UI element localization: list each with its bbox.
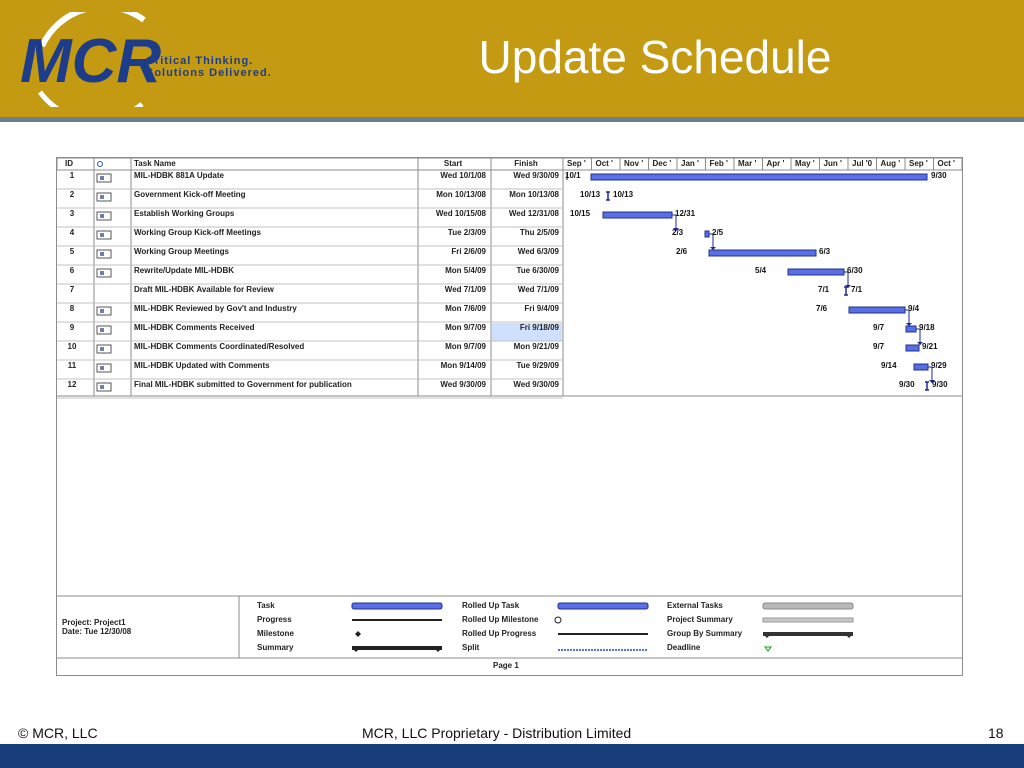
task-name: Draft MIL-HDBK Available for Review [134,285,274,294]
bar-end-label: 9/21 [922,342,938,351]
task-finish: Tue 9/29/09 [516,361,559,370]
header-rule [0,117,1024,122]
task-finish: Mon 10/13/08 [509,190,559,199]
task-finish: Mon 9/21/09 [513,342,559,351]
task-bar [788,269,844,275]
summary-bar [591,174,927,180]
task-name: MIL-HDBK Comments Received [134,323,255,332]
logo-mark: MCR [20,27,162,96]
task-id: 10 [67,342,77,351]
task-bar [906,326,916,332]
legend-split: Split [462,643,480,652]
footer-copyright: © MCR, LLC [18,725,98,741]
task-start: Wed 10/1/08 [440,171,486,180]
legend-rolled-up-progress: Rolled Up Progress [462,629,537,638]
month-label: Aug ' [880,159,901,168]
task-bar [914,364,928,370]
month-label: May ' [795,159,815,168]
month-label: Jan ' [681,159,699,168]
bar-end-label: 7/1 [851,285,863,294]
task-id: 1 [69,171,75,180]
bar-end-label: 6/30 [847,266,863,275]
legend-group-by-summary: Group By Summary [667,629,743,638]
task-id: 2 [69,190,75,199]
legend-project-summary: Project Summary [667,615,733,624]
task-finish: Tue 6/30/09 [516,266,559,275]
task-id: 6 [69,266,75,275]
bar-start-label: 2/6 [676,247,688,256]
page-title: Update Schedule [478,31,832,83]
notes-icon-detail [100,233,104,237]
notes-icon-detail [100,385,104,389]
month-label: Oct ' [937,159,955,168]
task-id: 9 [69,323,75,332]
notes-icon-detail [100,176,104,180]
task-start: Wed 10/15/08 [435,209,486,218]
bar-end-label: 9/29 [931,361,947,370]
legend-swatch [352,646,442,650]
legend-swatch [352,603,442,609]
task-finish: Wed 12/31/08 [508,209,559,218]
task-bar [849,307,905,313]
legend-swatch [763,618,853,622]
month-label: Sep ' [567,159,586,168]
task-name: MIL-HDBK Comments Coordinated/Resolved [134,342,305,351]
task-finish: Thu 2/5/09 [519,228,559,237]
bar-end-label: 10/13 [613,190,634,199]
logo-tagline-1: Critical Thinking. [146,55,254,67]
task-start: Wed 9/30/09 [440,380,486,389]
month-label: Apr ' [766,159,785,168]
bar-start-label: 7/6 [816,304,828,313]
task-finish: Wed 6/3/09 [517,247,559,256]
legend-swatch [763,603,853,609]
task-name: MIL-HDBK Reviewed by Gov't and Industry [134,304,297,313]
legend-summary: Summary [257,643,294,652]
footer-notice: MCR, LLC Proprietary - Distribution Limited [362,725,632,741]
task-bar [603,212,672,218]
legend-external-tasks: External Tasks [667,601,723,610]
bar-start-label: 9/7 [873,323,885,332]
legend-swatch [558,603,648,609]
bottom-band [0,744,1024,768]
month-label: Jun ' [823,159,842,168]
legend-swatch [352,619,442,621]
task-start: Fri 2/6/09 [451,247,486,256]
task-start: Mon 9/7/09 [445,323,486,332]
bar-start-label: 10/15 [570,209,591,218]
month-label: Oct ' [595,159,613,168]
notes-icon-detail [100,366,104,370]
project-date: Date: Tue 12/30/08 [62,627,132,636]
bar-start-label: 7/1 [818,285,830,294]
task-start: Wed 7/1/09 [444,285,486,294]
page-label: Page 1 [493,661,519,670]
logo-tagline-2: Solutions Delivered. [146,67,272,79]
notes-icon-detail [100,309,104,313]
task-bar [705,231,709,237]
task-name: Final MIL-HDBK submitted to Government for publication [134,380,352,389]
task-name: Government Kick-off Meeting [134,190,246,199]
task-name: Rewrite/Update MIL-HDBK [134,266,235,275]
column-header-finish: Finish [514,159,538,168]
footer-page-number: 18 [988,725,1004,741]
legend-task: Task [257,601,275,610]
task-start: Mon 5/4/09 [445,266,486,275]
legend-swatch [558,633,648,635]
deadline-icon [765,647,771,651]
bar-start-label: 9/14 [881,361,897,370]
legend-swatch [355,631,361,637]
month-label: Jul '0 [852,159,873,168]
bar-start-label: 5/4 [755,266,767,275]
task-name: MIL-HDBK 881A Update [134,171,224,180]
notes-icon-detail [100,195,104,199]
task-finish: Wed 7/1/09 [517,285,559,294]
task-name: Working Group Kick-off Meetings [134,228,261,237]
month-label: Nov ' [624,159,644,168]
task-name: Establish Working Groups [134,209,235,218]
notes-icon-detail [100,252,104,256]
notes-icon-detail [100,328,104,332]
notes-icon-detail [100,347,104,351]
task-id: 7 [69,285,75,294]
column-header-id: ID [65,159,73,168]
task-id: 12 [67,380,77,389]
month-label: Mar ' [738,159,757,168]
bar-end-label: 9/18 [919,323,935,332]
task-finish: Fri 9/18/09 [519,323,559,332]
legend-milestone: Milestone [257,629,294,638]
column-header-task: Task Name [134,159,176,168]
column-header-start: Start [443,159,463,168]
bar-start-label: 9/30 [899,380,915,389]
task-bar [709,250,816,256]
task-start: Tue 2/3/09 [447,228,486,237]
gantt-chart [56,157,963,676]
bar-end-label: 9/30 [931,171,947,180]
bar-end-label: 9/4 [908,304,920,313]
task-finish: Fri 9/4/09 [524,304,559,313]
legend-rolled-up-milestone: Rolled Up Milestone [462,615,539,624]
notes-icon-detail [100,271,104,275]
month-label: Sep ' [909,159,928,168]
task-id: 11 [67,361,77,370]
legend-swatch [555,617,561,623]
month-label: Dec ' [652,159,672,168]
month-label: Feb ' [709,159,728,168]
bar-start-label: 10/13 [580,190,601,199]
bar-start-label: 9/7 [873,342,885,351]
notes-icon-detail [100,214,104,218]
bar-end-label: 9/30 [932,380,948,389]
task-start: Mon 10/13/08 [436,190,486,199]
task-start: Mon 7/6/09 [445,304,486,313]
task-id: 4 [69,228,75,237]
bar-start-label: 2/3 [672,228,684,237]
legend-deadline: Deadline [667,643,701,652]
project-name: Project: Project1 [62,618,126,627]
task-id: 8 [69,304,75,313]
task-name: Working Group Meetings [134,247,229,256]
task-finish: Wed 9/30/09 [513,171,559,180]
bar-end-label: 2/5 [712,228,724,237]
task-id: 3 [69,209,75,218]
task-id: 5 [69,247,75,256]
bar-end-label: 12/31 [675,209,696,218]
task-start: Mon 9/14/09 [440,361,486,370]
task-start: Mon 9/7/09 [445,342,486,351]
task-finish: Wed 9/30/09 [513,380,559,389]
task-bar [906,345,919,351]
bar-start-label: 10/1 [565,171,581,180]
legend-rolled-up-task: Rolled Up Task [462,601,520,610]
legend-progress: Progress [257,615,292,624]
mcr-logo [18,12,318,107]
legend-swatch [763,632,853,636]
bar-end-label: 6/3 [819,247,831,256]
task-name: MIL-HDBK Updated with Comments [134,361,270,370]
